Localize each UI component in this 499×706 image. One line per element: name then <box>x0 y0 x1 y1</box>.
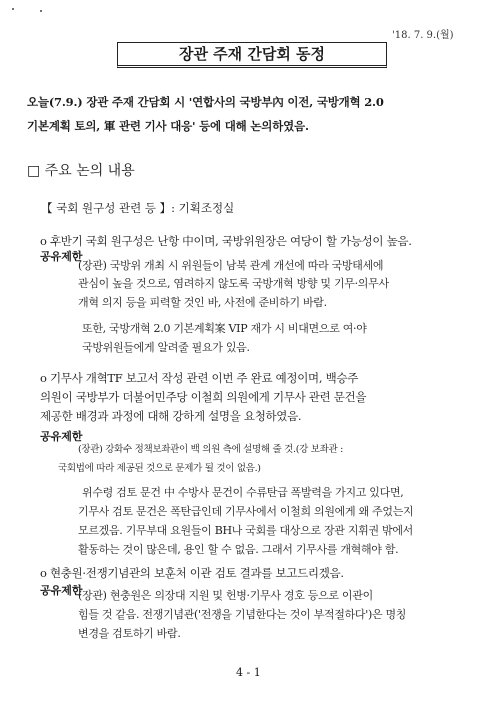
intro-line-2: 기본계획 토의, 軍 관련 기사 대응' 등에 대해 논의하였음. <box>27 119 309 133</box>
item-2-line-1: o 기무사 개혁TF 보고서 작성 관련 이번 주 완료 예정이며, 백승주 <box>40 371 358 385</box>
item-2-reply-1: (장관) 강화수 정책보좌관이 백 의원 측에 설명해 줄 것.(강 보좌관 : <box>78 444 343 455</box>
document-title: 장관 주재 간담회 동정 <box>117 42 387 68</box>
item-2-reply-2: 국회법에 따라 제공된 것으로 문제가 될 것이 없음.) <box>58 463 261 474</box>
item-1-extra-2: 국방위원들에게 알려줄 필요가 있음. <box>82 341 250 354</box>
page-number: 4 - 1 <box>236 666 261 679</box>
item-2-extra-1: 위수령 검토 문건 中 수방사 문건이 수류탄급 폭발력을 가지고 있다면, <box>82 486 404 499</box>
sub-heading: 【 국회 원구성 관련 등 】: 기획조정실 <box>41 201 235 215</box>
share-restricted-stamp: 공유제한 <box>40 430 83 443</box>
item-1-extra-1: 또한, 국방개혁 2.0 기본계획案 VIP 재가 시 비대면으로 여·야 <box>82 322 367 335</box>
item-2-line-2: 의원이 국방부가 더불어민주당 이철희 의원에게 기무사 관련 문건을 <box>40 390 367 404</box>
item-1-reply-2: 관심이 높을 것으로, 염려하지 않도록 국방개혁 방향 및 기무·의무사 <box>78 277 389 290</box>
share-restricted-stamp: 공유제한 <box>40 250 83 263</box>
intro-line-1: 오늘(7.9.) 장관 주재 간담회 시 '연합사의 국방부內 이전, 국방개혁 2.0 <box>27 95 384 109</box>
item-3-line-1: o 현충원·전쟁기념관의 보훈처 이관 검토 결과를 보고드리겠음. <box>40 566 344 580</box>
item-1-reply-3: 개혁 의지 등을 피력할 것인 바, 사전에 준비하기 바람. <box>78 296 327 309</box>
item-1-line-1: o 후반기 국회 원구성은 난항 中이며, 국방위원장은 여당이 할 가능성이 높음. <box>40 234 412 248</box>
document-date: '18. 7. 9.(월) <box>392 30 454 41</box>
section-heading: □ 주요 논의 내용 <box>27 163 135 179</box>
item-3-reply-3: 변경을 검토하기 바람. <box>78 627 181 640</box>
item-2-extra-3: 모르겠음. 기무부대 요원들이 BH나 국회를 대상으로 장관 지휘권 밖에서 <box>78 524 413 537</box>
item-2-line-3: 제공한 배경과 과정에 대해 강하게 설명을 요청하였음. <box>40 409 302 423</box>
item-3-reply-1: (장관) 현충원은 의장대 지원 및 헌병·기무사 경호 등으로 이관이 <box>78 589 373 602</box>
item-2-extra-2: 기무사 검토 문건은 폭탄급인데 기무사에서 이철희 의원에게 왜 주었는지 <box>78 505 414 518</box>
share-restricted-stamp: 공유제한 <box>40 584 83 597</box>
item-1-reply-1: (장관) 국방위 개최 시 위원들이 남북 관계 개선에 따라 국방태세에 <box>78 259 384 272</box>
item-2-extra-4: 활동하는 것이 많은데, 용인 할 수 없음. 그래서 기무사를 개혁해야 함. <box>78 543 399 556</box>
item-3-reply-2: 힘들 것 같음. 전쟁기념관('전쟁을 기념한다는 것이 부적절하다')은 명칭 <box>78 608 407 621</box>
